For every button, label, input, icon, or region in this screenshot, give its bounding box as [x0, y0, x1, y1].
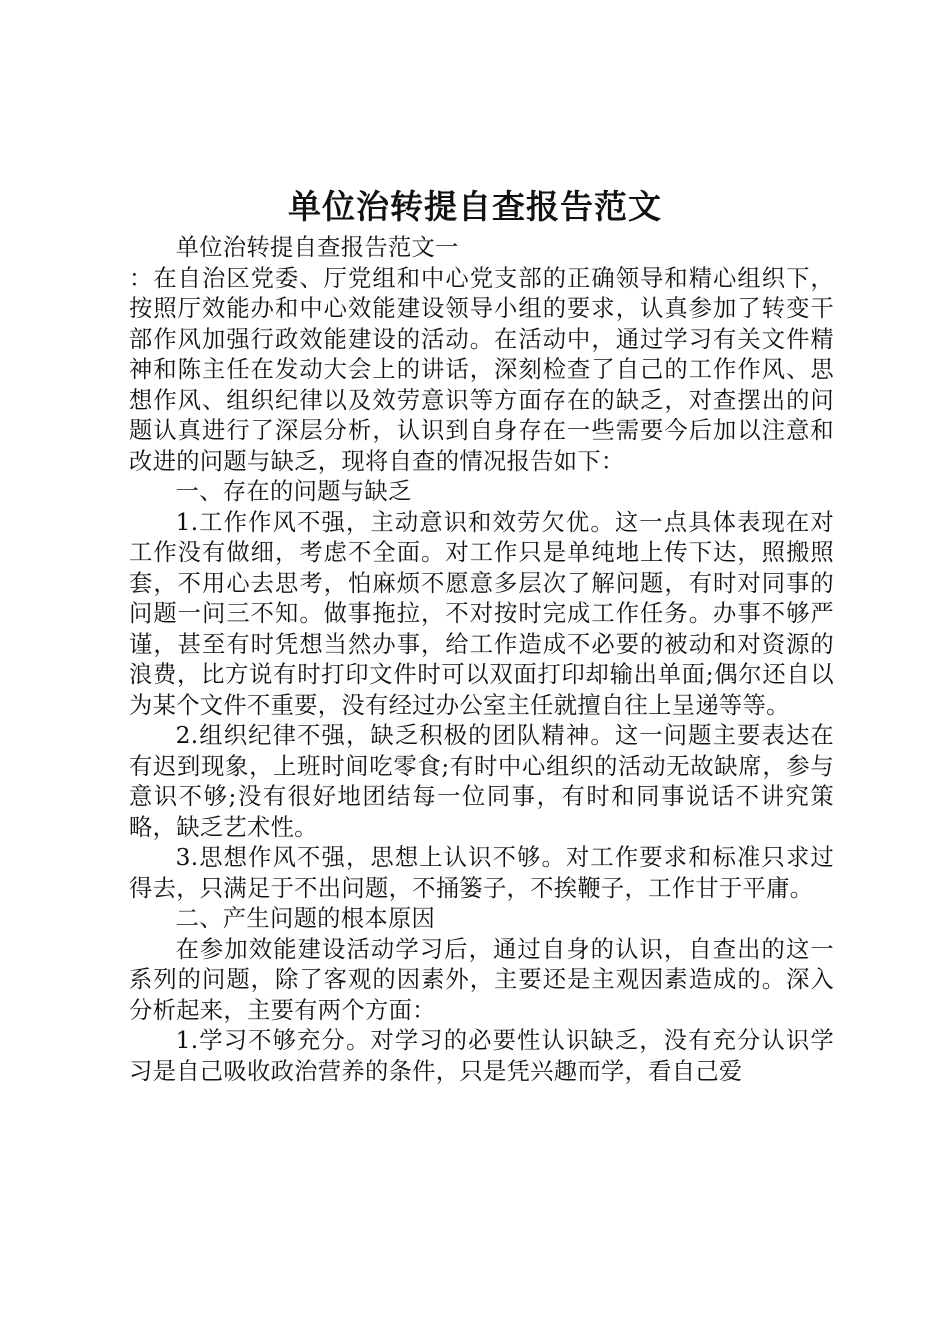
- section-heading-1: 一、存在的问题与缺乏: [175, 478, 412, 505]
- item-paragraph-2: 2.组织纪律不强，缺乏积极的团队精神。这一问题主要表达在有迟到现象，上班时间吃零食;有时中心组织的活动无故缺席，参与意识不够;没有很好地团结每一位同事，有时和同事说话不讲究策略，缺乏艺术性。: [129, 722, 834, 841]
- item-paragraph-1: 1.工作作风不强，主动意识和效劳欠优。这一点具体表现在对工作没有做细，考虑不全面。对工作只是单纯地上传下达，照搬照套，不用心去思考，怕麻烦不愿意多层次了解问题，有时对同事的问题一问三不知。做事拖拉，不对按时完成工作任务。办事不够严谨，甚至有时凭想当然办事，给工作造成不必要的被动和对资源的浪费，比方说有时打印文件时可以双面打印却输出单面;偶尔还自以为某个文件不重要，没有经过办公室主任就擅自往上呈递等等。: [129, 508, 834, 719]
- section-heading-2: 二、产生问题的根本原因: [175, 905, 436, 932]
- item-paragraph-3: 3.思想作风不强，思想上认识不够。对工作要求和标准只求过得去，只满足于不出问题，不捅篓子，不挨鞭子，工作甘于平庸。: [129, 844, 834, 902]
- document-body: [129, 233, 834, 1087]
- intro-paragraph: ：在自治区党委、厅党组和中心党支部的正确领导和精心组织下，按照厅效能办和中心效能建设领导小组的要求，认真参加了转变干部作风加强行政效能建设的活动。在活动中，通过学习有关文件精神和陈主任在发动大会上的讲话，深刻检查了自己的工作作风、思想作风、组织纪律以及效劳意识等方面存在的缺乏，对查摆出的问题认真进行了深层分析，认识到自身存在一些需要今后加以注意和改进的问题与缺乏，现将自查的情况报告如下：: [129, 264, 834, 475]
- cause-paragraph-1: 1.学习不够充分。对学习的必要性认识缺乏，没有充分认识学习是自己吸收政治营养的条件，只是凭兴趣而学，看自己爱: [129, 1027, 834, 1085]
- subtitle-paragraph: 单位治转提自查报告范文一: [175, 234, 459, 261]
- document-title: 单位治转提自查报告范文: [288, 187, 662, 226]
- analysis-paragraph: 在参加效能建设活动学习后，通过自身的认识，自查出的这一系列的问题，除了客观的因素外，主要还是主观因素造成的。深入分析起来，主要有两个方面：: [129, 935, 834, 1024]
